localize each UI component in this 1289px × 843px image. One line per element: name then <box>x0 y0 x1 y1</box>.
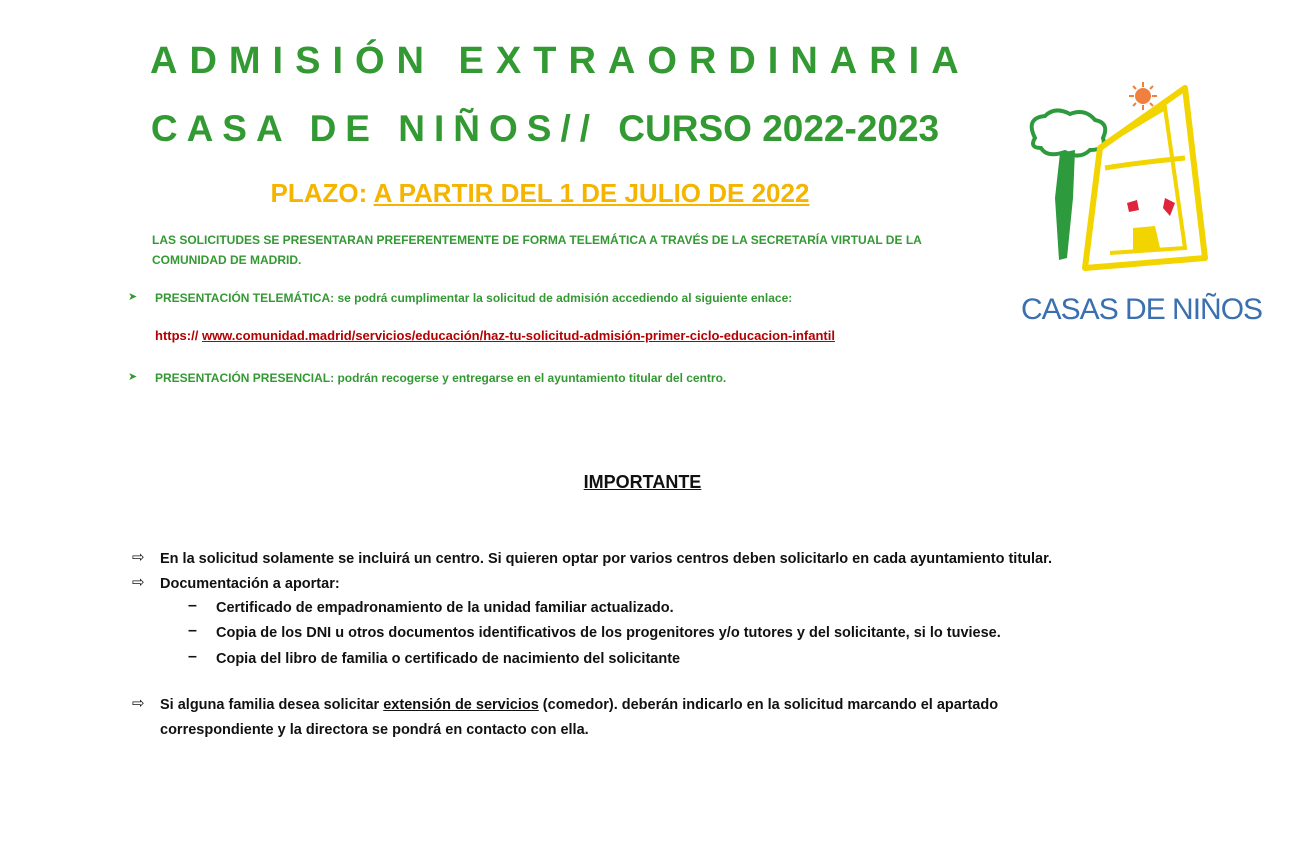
dash-bullet: – <box>188 622 197 639</box>
casas-de-ninos-logo <box>1015 78 1263 338</box>
dash-bullet: – <box>188 648 197 665</box>
point-services <box>160 693 998 718</box>
title-casa-de-ninos: CASA DE NIÑOS// <box>150 108 619 149</box>
outline-arrow-icon: ⇨ <box>132 574 145 591</box>
doc-item: Copia de los DNI u otros documentos identificativos de los progenitores y/o tutores y del solicitante, si lo tuviese. <box>216 625 1001 641</box>
intro-note: LAS SOLICITUDES SE PRESENTARAN PREFERENTEMENTE DE FORMA TELEMÁTICA A TRAVÉS DE LA SECRETARÍA VIRTUAL DE LA COMUNIDAD DE MADRID. <box>152 233 922 267</box>
plazo-line <box>150 178 930 209</box>
doc-item: Copia del libro de familia o certificado de nacimiento del solicitante <box>216 651 681 667</box>
point-documentation: Documentación a aportar: <box>160 576 340 592</box>
dash-bullet: – <box>188 597 197 614</box>
title-line-2 <box>150 108 940 150</box>
presencial-presentation: PRESENTACIÓN PRESENCIAL: podrán recogerse y entregarse en el ayuntamiento titular del centro. <box>155 371 727 385</box>
services-text-b: (comedor). deberán indicarlo en la solicitud marcando el apartado <box>538 697 999 713</box>
telematic-presentation: PRESENTACIÓN TELEMÁTICA: se podrá cumplimentar la solicitud de admisión accediendo al siguiente enlace: <box>155 291 793 305</box>
link-line <box>155 328 835 343</box>
outline-arrow-icon: ⇨ <box>132 695 145 712</box>
important-heading: IMPORTANTE <box>583 472 702 492</box>
outline-arrow-icon: ⇨ <box>132 549 145 566</box>
title-curso: CURSO 2022-2023 <box>618 108 940 149</box>
link-prefix: https:// <box>155 328 199 343</box>
plazo-label: PLAZO: <box>270 178 374 208</box>
point-one-center: En la solicitud solamente se incluirá un centro. Si quieren optar por varios centros deben solicitarlo en cada ayuntamiento titular. <box>160 551 1052 567</box>
point-services-line2: correspondiente y la directora se pondrá en contacto con ella. <box>160 722 589 738</box>
application-link[interactable]: www.comunidad.madrid/servicios/educación/haz-tu-solicitud-admisión-primer-ciclo-educacion-infantil <box>201 328 835 343</box>
arrow-bullet-icon: ➤ <box>128 291 138 303</box>
title-line-1: ADMISIÓN EXTRAORDINARIA <box>150 40 971 82</box>
services-extension: extensión de servicios <box>383 697 539 713</box>
plazo-date: A PARTIR DEL 1 DE JULIO DE 2022 <box>373 178 810 208</box>
doc-item: Certificado de empadronamiento de la unidad familiar actualizado. <box>216 600 674 616</box>
logo-text: CASAS DE NIÑOS <box>1021 293 1263 326</box>
services-text-a: Si alguna familia desea solicitar <box>160 697 384 713</box>
arrow-bullet-icon: ➤ <box>128 371 138 383</box>
